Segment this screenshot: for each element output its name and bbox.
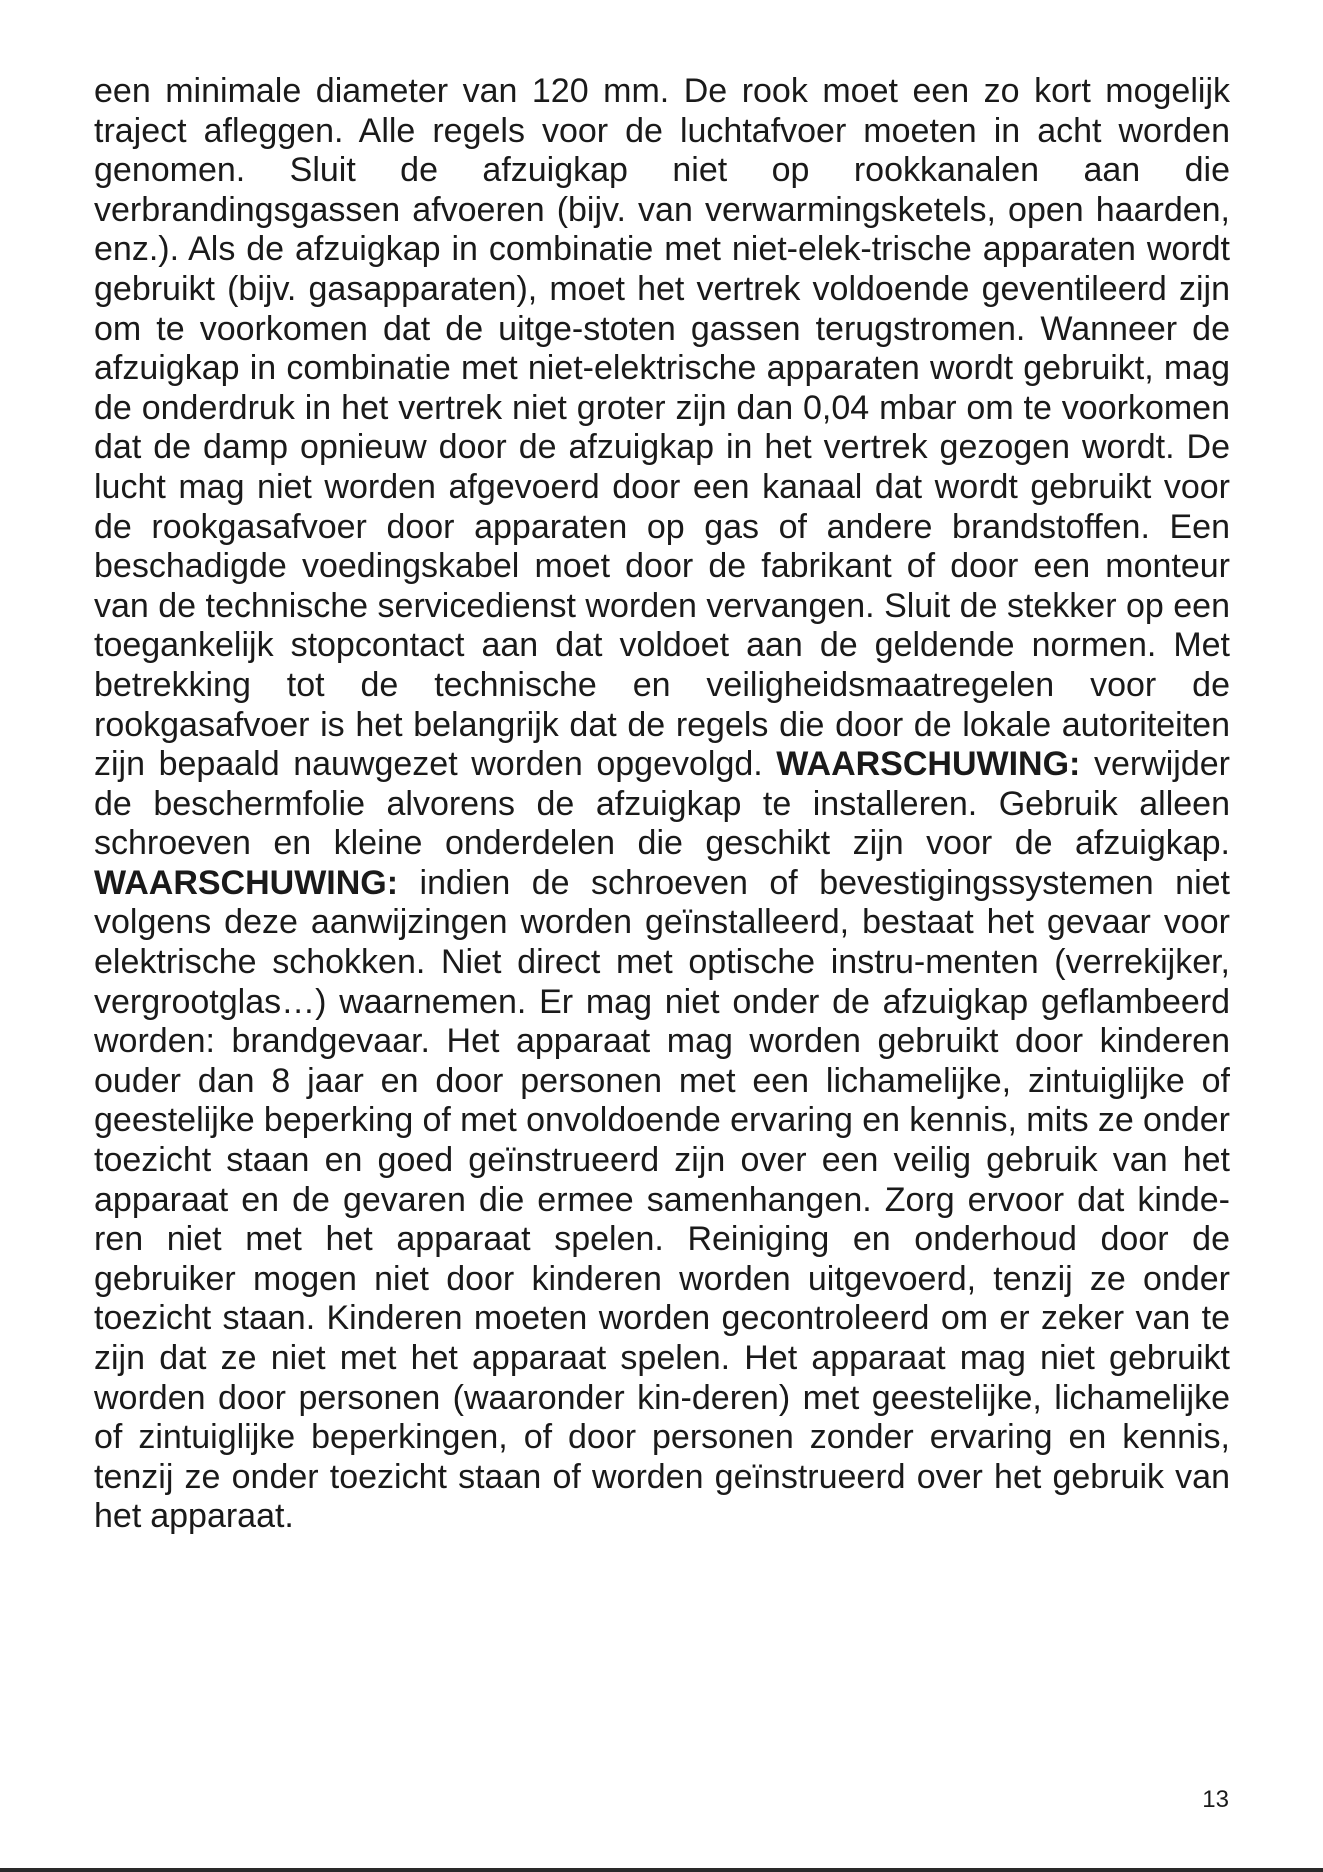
body-paragraph: [94, 72, 1230, 1537]
page-number: 13: [1202, 1786, 1229, 1813]
warning-label-1: WAARSCHUWING:: [776, 745, 1081, 784]
text-segment-1: een minimale diameter van 120 mm. De rook moet een zo kort mogelijk traject afleggen. Alle regels voor de luchtafvoer moeten in acht worden genomen. Sluit de afzuigkap niet op rookkanalen aan die verbrandingsgassen afvoeren (bijv. van verwarmingsketels, open haarden, enz.). Als de afzuigkap in combinatie met niet-elek-trische apparaten wordt gebruikt (bijv. gasapparaten), moet het vertrek voldoende geventileerd zijn om te voorkomen dat de uitge-stoten gassen terugstromen. Wanneer de afzuigkap in combinatie met niet-elektrische apparaten wordt gebruikt, mag de onderdruk in het vertrek niet groter zijn dan 0,04 mbar om te voorkomen dat de damp opnieuw door de afzuigkap in het vertrek gezogen wordt. De lucht mag niet worden afgevoerd door een kanaal dat wordt gebruikt voor de rookgasafvoer door apparaten op gas of andere brandstoffen. Een beschadigde voedingskabel moet door de fabrikant of door een monteur van de technische servicedienst worden vervangen. Sluit de stekker op een toegankelijk stopcontact aan dat voldoet aan de geldende normen. Met betrekking tot de technische en veiligheidsmaatregelen voor de rookgasafvoer is het belangrijk dat de regels die door de lokale autoriteiten zijn bepaald nauwgezet worden opgevolgd.: [94, 72, 1230, 784]
text-segment-3: indien de schroeven of bevestigingssystemen niet volgens deze aanwijzingen worden geïnstalleerd, bestaat het gevaar voor elektrische schokken. Niet direct met optische instru-menten (verrekijker, vergrootglas…) waarnemen. Er mag niet onder de afzuigkap geflambeerd worden: brandgevaar. Het apparaat mag worden gebruikt door kinderen ouder dan 8 jaar en door personen met een lichamelijke, zintuiglijke of geestelijke beperking of met onvoldoende ervaring en kennis, mits ze onder toezicht staan en goed geïnstrueerd zijn over een veilig gebruik van het apparaat en de gevaren die ermee samenhangen. Zorg ervoor dat kinde-ren niet met het apparaat spelen. Reiniging en onderhoud door de gebruiker mogen niet door kinderen worden uitgevoerd, tenzij ze onder toezicht staan. Kinderen moeten worden gecontroleerd om er zeker van te zijn dat ze niet met het apparaat spelen. Het apparaat mag niet gebruikt worden door personen (waaronder kin-deren) met geestelijke, lichamelijke of zintuiglijke beperkingen, of door personen zonder ervaring en kennis, tenzij ze onder toezicht staan of worden geïnstrueerd over het gebruik van het apparaat.: [94, 863, 1230, 1536]
warning-label-2: WAARSCHUWING:: [94, 863, 399, 902]
text-segment-2: verwijder de beschermfolie alvorens de afzuigkap te installeren. Gebruik alleen schroeven en kleine onderdelen die geschikt zijn voor de afzuigkap.: [94, 745, 1230, 863]
bottom-rule: [0, 1868, 1323, 1872]
